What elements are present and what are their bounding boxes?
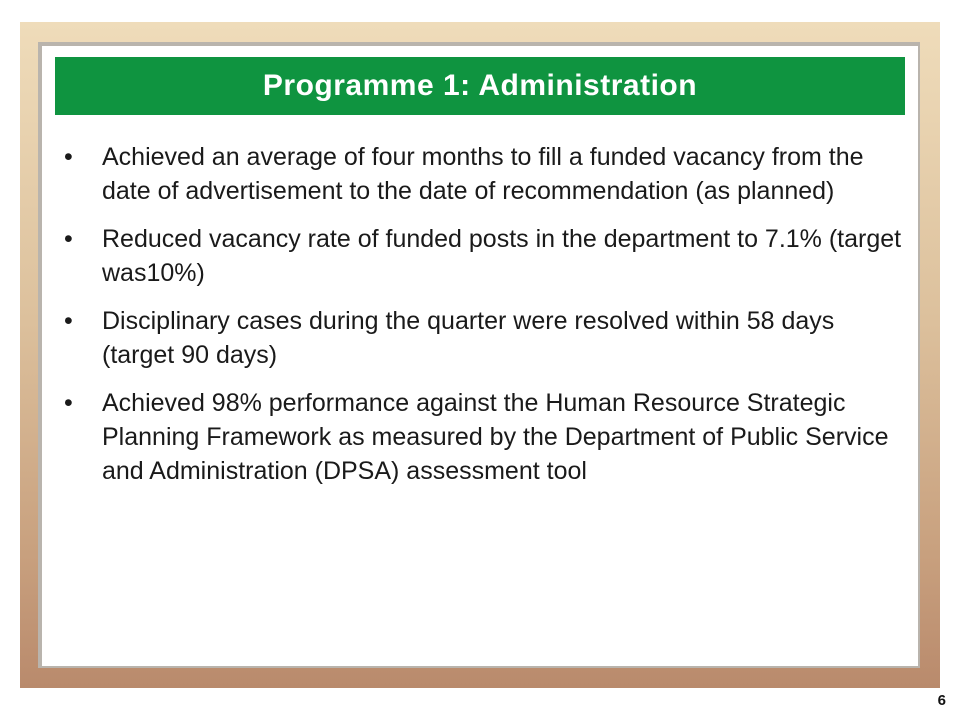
title-bar — [55, 57, 905, 115]
bullet-item — [62, 140, 902, 208]
bullet-text: Achieved an average of four months to fill a funded vacancy from the date of advertisement to the date of recommendation (as planned) — [102, 143, 864, 205]
bullet-icon: • — [64, 143, 73, 171]
bullet-item — [62, 222, 902, 290]
bullet-text: Disciplinary cases during the quarter were resolved within 58 days (target 90 days) — [102, 307, 835, 369]
bullet-icon: • — [64, 225, 73, 253]
bullet-icon: • — [64, 307, 73, 335]
page-number: 6 — [937, 692, 946, 709]
bullet-text: Reduced vacancy rate of funded posts in the department to 7.1% (target was10%) — [102, 225, 902, 287]
bullet-list — [62, 140, 902, 502]
bullet-item — [62, 304, 902, 372]
bullet-icon: • — [64, 389, 73, 417]
bullet-text: Achieved 98% performance against the Human Resource Strategic Planning Framework as measured by the Department of Public Service and Administration (DPSA) assessment tool — [102, 389, 889, 485]
slide-title: Programme 1: Administration — [262, 69, 698, 102]
bullet-item — [62, 386, 902, 488]
